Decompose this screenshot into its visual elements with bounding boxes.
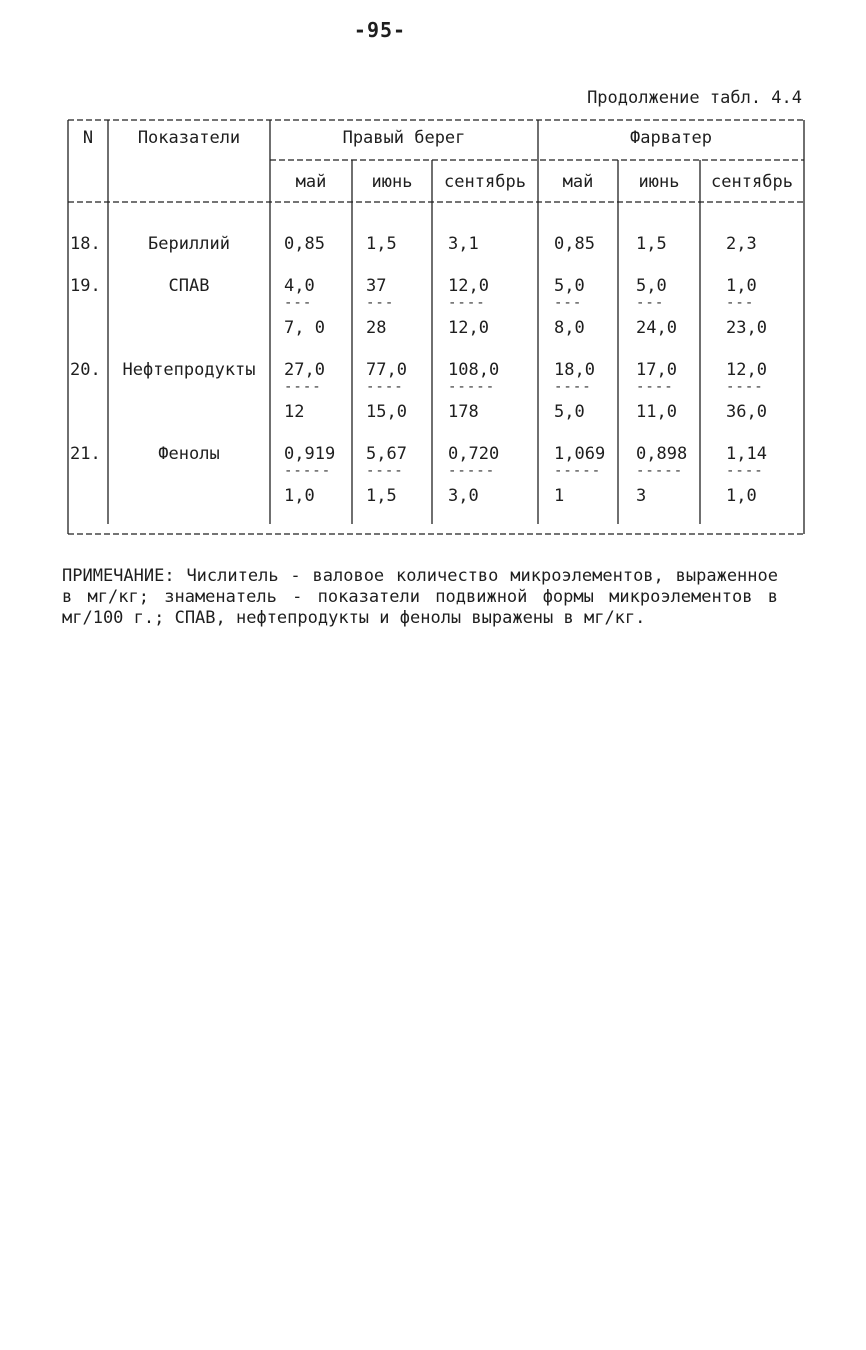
fraction-bar: ---- <box>284 379 322 395</box>
numerator-value: 2,3 <box>726 234 757 254</box>
denominator-value: 1,0 <box>726 486 757 506</box>
header-n: N <box>82 128 94 148</box>
indicator-name: Нефтепродукты <box>122 360 256 380</box>
denominator-value: 28 <box>366 318 387 338</box>
denominator-value: 3,0 <box>448 486 479 506</box>
numerator-value: 108,0 <box>448 360 500 380</box>
indicator-name: СПАВ <box>168 276 210 296</box>
denominator-value: 23,0 <box>726 318 767 338</box>
numerator-value: 1,0 <box>726 276 757 296</box>
numerator-value: 12,0 <box>448 276 489 296</box>
fraction-bar: ---- <box>726 379 764 395</box>
numerator-value: 5,67 <box>366 444 407 464</box>
fraction-bar: ---- <box>636 379 674 395</box>
denominator-value: 8,0 <box>554 318 585 338</box>
numerator-value: 27,0 <box>284 360 325 380</box>
fraction-bar: ---- <box>726 463 764 479</box>
denominator-value: 5,0 <box>554 402 585 422</box>
numerator-value: 37 <box>366 276 387 296</box>
header-month: май <box>295 172 327 192</box>
header-indicator: Показатели <box>137 128 241 148</box>
denominator-value: 1,0 <box>284 486 315 506</box>
data-table <box>66 118 806 536</box>
header-month: сентябрь <box>444 172 526 192</box>
table-note: ПРИМЕЧАНИЕ: Числитель - валовое количество микроэлементов, выраженное в мг/кг; знаменатель - показатели подвижной формы микроэлементов в мг/100 г.; СПАВ, нефтепродукты и фенолы выражены в мг/кг. <box>62 566 778 628</box>
header-right-bank: Правый берег <box>342 128 466 148</box>
numerator-value: 1,5 <box>636 234 667 254</box>
fraction-bar: --- <box>554 295 583 311</box>
row-number: 20. <box>70 360 101 380</box>
fraction-bar: --- <box>726 295 755 311</box>
numerator-value: 0,898 <box>636 444 688 464</box>
numerator-value: 18,0 <box>554 360 595 380</box>
denominator-value: 11,0 <box>636 402 677 422</box>
fraction-bar: --- <box>636 295 665 311</box>
numerator-value: 3,1 <box>448 234 479 254</box>
fraction-bar: ----- <box>448 463 496 479</box>
numerator-value: 1,069 <box>554 444 606 464</box>
numerator-value: 1,14 <box>726 444 767 464</box>
header-month: май <box>562 172 594 192</box>
fraction-bar: ---- <box>448 295 486 311</box>
numerator-value: 77,0 <box>366 360 407 380</box>
numerator-value: 0,85 <box>284 234 325 254</box>
indicator-name: Бериллий <box>148 234 230 254</box>
row-number: 18. <box>70 234 101 254</box>
numerator-value: 0,85 <box>554 234 595 254</box>
fraction-bar: --- <box>366 295 395 311</box>
numerator-value: 5,0 <box>554 276 585 296</box>
header-fairway: Фарватер <box>630 128 712 148</box>
fraction-bar: --- <box>284 295 313 311</box>
page-number: -95- <box>353 18 407 42</box>
header-month: июнь <box>371 172 413 192</box>
denominator-value: 24,0 <box>636 318 677 338</box>
fraction-bar: ----- <box>554 463 602 479</box>
fraction-bar: ---- <box>366 463 404 479</box>
table-caption: Продолжение табл. 4.4 <box>587 88 802 108</box>
fraction-bar: ---- <box>554 379 592 395</box>
denominator-value: 36,0 <box>726 402 767 422</box>
row-number: 21. <box>70 444 101 464</box>
indicator-name: Фенолы <box>158 444 220 464</box>
denominator-value: 12 <box>284 402 305 422</box>
fraction-bar: ---- <box>366 379 404 395</box>
numerator-value: 0,720 <box>448 444 500 464</box>
denominator-value: 12,0 <box>448 318 489 338</box>
fraction-bar: ----- <box>448 379 496 395</box>
header-month: июнь <box>638 172 680 192</box>
denominator-value: 15,0 <box>366 402 407 422</box>
numerator-value: 12,0 <box>726 360 767 380</box>
denominator-value: 178 <box>448 402 479 422</box>
numerator-value: 17,0 <box>636 360 677 380</box>
fraction-bar: ----- <box>284 463 332 479</box>
denominator-value: 7, 0 <box>284 318 325 338</box>
numerator-value: 1,5 <box>366 234 397 254</box>
numerator-value: 5,0 <box>636 276 667 296</box>
row-number: 19. <box>70 276 101 296</box>
numerator-value: 4,0 <box>284 276 315 296</box>
numerator-value: 0,919 <box>284 444 336 464</box>
denominator-value: 1,5 <box>366 486 397 506</box>
fraction-bar: ----- <box>636 463 684 479</box>
header-month: сентябрь <box>711 172 793 192</box>
denominator-value: 1 <box>554 486 565 506</box>
denominator-value: 3 <box>636 486 647 506</box>
